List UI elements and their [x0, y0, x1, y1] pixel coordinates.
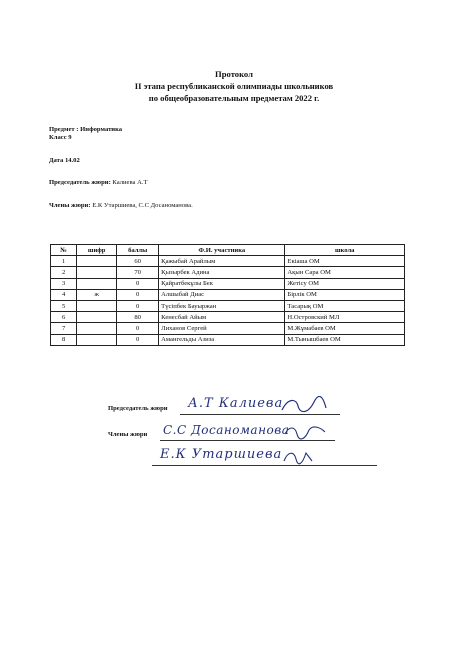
results-table — [50, 244, 405, 346]
row-num: 3 — [51, 278, 77, 289]
row-school: Бiрлiк ОМ — [285, 289, 405, 300]
header-participant: Ф.И. участника — [159, 245, 285, 256]
table-row — [51, 289, 405, 300]
member2-signature-line — [152, 465, 377, 466]
row-num: 6 — [51, 312, 77, 323]
date-label: Дата — [49, 157, 64, 164]
row-participant: Түсiпбек Бауыржан — [159, 300, 285, 311]
row-school: Тасарық ОМ — [285, 300, 405, 311]
table-row — [51, 312, 405, 323]
row-code — [77, 323, 117, 334]
row-code — [77, 267, 117, 278]
table-row — [51, 334, 405, 345]
table-row — [51, 300, 405, 311]
chair-line — [49, 178, 148, 187]
header-num: № — [51, 245, 77, 256]
row-participant: Қызырбек Адина — [159, 267, 285, 278]
row-code — [77, 256, 117, 267]
row-num: 4 — [51, 289, 77, 300]
row-participant: Кенесбай Айым — [159, 312, 285, 323]
chair-handwritten-signature: А.Т Калиева — [188, 396, 284, 411]
chair-signature-scribble — [280, 396, 328, 416]
doc-title: Протокол — [215, 69, 253, 79]
table-row — [51, 256, 405, 267]
row-score: 0 — [117, 289, 159, 300]
row-code — [77, 278, 117, 289]
row-school: Н.Островский МЛ — [285, 312, 405, 323]
doc-subtitle-subjects: по общеобразовательным предметам 2022 г. — [148, 93, 320, 103]
row-code — [77, 300, 117, 311]
row-school: Жетiсу ОМ — [285, 278, 405, 289]
row-score: 0 — [117, 323, 159, 334]
member1-handwritten-signature: С.С Досаноманова — [163, 423, 290, 437]
row-code — [77, 312, 117, 323]
date-line — [49, 156, 80, 165]
header-code: шифр — [77, 245, 117, 256]
row-score: 60 — [117, 256, 159, 267]
subject-label: Предмет : — [49, 126, 79, 133]
row-score: 70 — [117, 267, 159, 278]
subject-value: Информатика — [80, 126, 123, 133]
row-num: 5 — [51, 300, 77, 311]
row-school: Ақын Сара ОМ — [285, 267, 405, 278]
table-row — [51, 323, 405, 334]
row-num: 1 — [51, 256, 77, 267]
chair-value: Калиева А.Т — [112, 179, 148, 186]
row-participant: Амангельды Азиза — [159, 334, 285, 345]
row-code: ж — [77, 289, 117, 300]
table-header-row — [51, 245, 405, 256]
date-value: 14.02 — [64, 157, 80, 164]
row-num: 7 — [51, 323, 77, 334]
chair-label: Председатель жюри: — [49, 179, 111, 186]
row-participant: Қайратбекұлы Бек — [159, 278, 285, 289]
row-num: 2 — [51, 267, 77, 278]
row-score: 0 — [117, 300, 159, 311]
class-label: Класс — [49, 134, 67, 141]
row-num: 8 — [51, 334, 77, 345]
member2-handwritten-signature: Е.К Утаршиева — [160, 447, 283, 462]
header-school: школа — [285, 245, 405, 256]
members-signature-label: Члены жюри — [108, 431, 148, 438]
row-participant: Алшыбай Диас — [159, 289, 285, 300]
class-line — [49, 133, 72, 142]
member1-signature-scribble — [283, 422, 327, 442]
row-participant: Лиханов Сергей — [159, 323, 285, 334]
doc-subtitle-stage: II этапа республиканской олимпиады школьников — [134, 81, 334, 91]
members-line — [49, 201, 193, 210]
header-score: баллы — [117, 245, 159, 256]
row-score: 0 — [117, 278, 159, 289]
chair-signature-label: Председатель жюри — [108, 405, 168, 412]
table-row — [51, 278, 405, 289]
row-school: Екiаша ОМ — [285, 256, 405, 267]
row-code — [77, 334, 117, 345]
row-school: М.Тынышбаев ОМ — [285, 334, 405, 345]
class-value: 9 — [68, 134, 72, 141]
members-label: Члены жюри: — [49, 202, 91, 209]
member2-signature-scribble — [282, 447, 316, 467]
row-score: 0 — [117, 334, 159, 345]
row-participant: Қажыбай Арайлым — [159, 256, 285, 267]
members-value: Е.К Утаршиева, С.С Досаноманова. — [92, 202, 193, 209]
row-school: М.Жұмабаев ОМ — [285, 323, 405, 334]
table-row — [51, 267, 405, 278]
row-score: 80 — [117, 312, 159, 323]
